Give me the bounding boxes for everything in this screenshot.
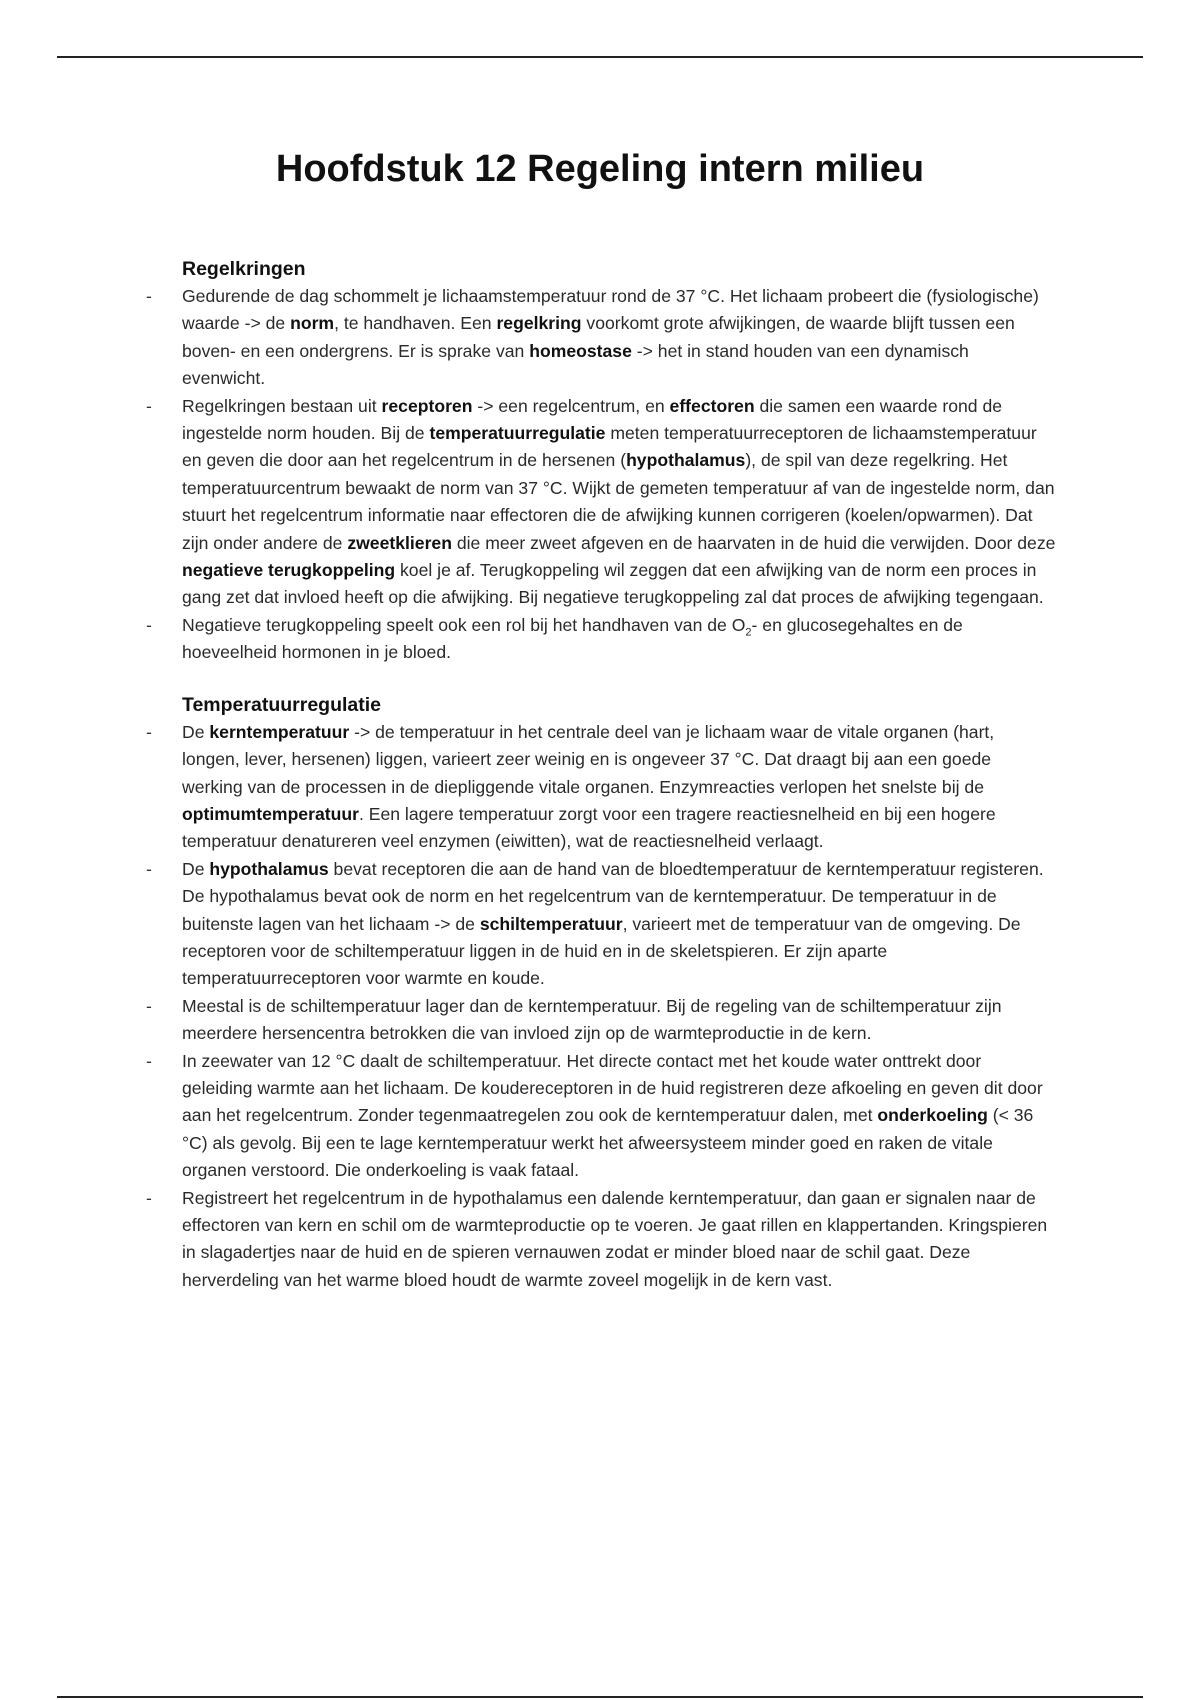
- text-run: De: [182, 858, 210, 879]
- section-heading: Temperatuurregulatie: [182, 693, 382, 716]
- text-run: - en glucosegehaltes en de hoeveelheid hormonen in je bloed.: [182, 614, 963, 663]
- key-term: temperatuurregulatie: [429, 423, 606, 444]
- bullet-dash: -: [146, 614, 152, 635]
- list-item: [146, 856, 1056, 993]
- bullet-dash: -: [146, 721, 152, 742]
- bullet-dash: -: [146, 286, 152, 306]
- text-run: -> de temperatuur in het centrale deel van je lichaam waar de vitale organen (hart, longen, lever, hersenen) liggen, varieert zeer weinig en is ongeveer 37 °C. Dat draagt bij aan een goede werking van de processen in de diepliggende vitale organen. Enzymreacties verlopen het snelste bij de: [182, 721, 995, 797]
- section-temperatuurregulatie: [146, 692, 1056, 1295]
- text-run: De: [182, 721, 210, 742]
- text-run: meten temperatuurreceptoren de lichaamstemperatuur en geven die door aan het regelcentrum in de hersenen (: [182, 423, 1037, 471]
- key-term: zweetklieren: [347, 532, 452, 553]
- key-term: hypothalamus: [209, 858, 329, 879]
- text-run: ), de spil van deze regelkring. Het temperatuurcentrum bewaakt de norm van 37 °C. Wijkt de gemeten temperatuur af van de ingestelde norm, dan stuurt het regelcentrum informatie naar effectoren die de afwijking kunnen corrigeren (koelen/opwarmen). Dat zijn onder andere de: [182, 450, 1055, 553]
- text-run: . Een lagere temperatuur zorgt voor een tragere reactiesnelheid en bij een hogere temperatuur denatureren veel enzymen (eiwitten), wat de reactiesnelheid verlaagt.: [182, 803, 996, 852]
- subscript: 2: [745, 626, 752, 639]
- bullet-dash: -: [146, 1050, 152, 1071]
- text-run: Negatieve terugkoppeling speelt ook een rol bij het handhaven van de O: [182, 614, 746, 635]
- list-item: [146, 1048, 1056, 1185]
- list-item: [146, 719, 1056, 856]
- text-run: die meer zweet afgeven en de haarvaten in de huid die verwijden. Door deze: [451, 532, 1056, 553]
- top-rule: [57, 56, 1143, 58]
- bullet-dash: -: [146, 1187, 152, 1208]
- bullet-dash: -: [146, 858, 152, 879]
- key-term: onderkoeling: [877, 1105, 988, 1126]
- list-item: [146, 1185, 1056, 1295]
- text-run: die samen een waarde rond de ingestelde norm houden. Bij de: [182, 395, 1003, 444]
- bullet-dash: -: [146, 995, 152, 1016]
- text-run: -> een regelcentrum, en: [472, 395, 670, 416]
- text-run: Regelkringen bestaan uit: [182, 395, 382, 416]
- key-term: kerntemperatuur: [209, 721, 350, 742]
- key-term: hypothalamus: [626, 450, 746, 471]
- text-run: -> het in stand houden van een dynamisch evenwicht.: [182, 340, 969, 389]
- list-item: [146, 612, 1056, 667]
- page-title: Hoofdstuk 12 Regeling intern milieu: [275, 148, 925, 190]
- key-term: schiltemperatuur: [479, 913, 623, 934]
- text-run: Registreert het regelcentrum in de hypothalamus een dalende kerntemperatuur, dan gaan er signalen naar de effectoren van kern en schil om de warmteproductie op te voeren. Je gaat rillen en klappertanden. Kringspieren in slagadertjes naar de huid en de spieren vernauwen zodat er minder bloed naar de schil gaat. Deze herverdeling van het warme bloed houdt de warmte zoveel mogelijk in de kern vast.: [182, 1187, 1048, 1290]
- key-term: norm: [290, 313, 335, 334]
- bullet-list: [146, 719, 1056, 1295]
- bottom-rule: [57, 1696, 1143, 1698]
- list-item: [146, 993, 1056, 1048]
- key-term: receptoren: [381, 395, 473, 416]
- text-run: voorkomt grote afwijkingen, de waarde blijft tussen een boven- en een ondergrens. Er is sprake van: [182, 313, 1015, 361]
- text-run: (< 36 °C) als gevolg. Bij een te lage kerntemperatuur werkt het afweersysteem minder goed en raken de vitale organen verstoord. Die onderkoeling is vaak fataal.: [182, 1105, 1034, 1181]
- section-heading: Regelkringen: [182, 258, 306, 280]
- text-run: koel je af. Terugkoppeling wil zeggen dat een afwijking van de norm een proces in gang zet dat invloed heeft op die afwijking. Bij negatieve terugkoppeling zal dat proces de afwijking tegengaan.: [182, 560, 1044, 608]
- bullet-dash: -: [146, 395, 152, 416]
- key-term: regelkring: [496, 313, 582, 334]
- document-body: [146, 256, 1056, 1294]
- text-run: Gedurende de dag schommelt je lichaamstemperatuur rond de 37 °C. Het lichaam probeert die (fysiologische) waarde -> de: [182, 286, 1039, 334]
- text-run: bevat receptoren die aan de hand van de bloedtemperatuur de kerntemperatuur registeren. De hypothalamus bevat ook de norm en het regelcentrum van de kerntemperatuur. De temperatuur in de buitenste lagen van het lichaam -> de: [182, 858, 1044, 934]
- key-term: optimumtemperatuur: [182, 803, 359, 824]
- text-run: , te handhaven. Een: [334, 313, 497, 334]
- list-item: [146, 393, 1056, 612]
- key-term: effectoren: [669, 395, 755, 416]
- text-run: Meestal is de schiltemperatuur lager dan de kerntemperatuur. Bij de regeling van de schiltemperatuur zijn meerdere hersencentra betrokken die van invloed zijn op de warmteproductie in de kern.: [182, 995, 1002, 1044]
- key-term: homeostase: [529, 340, 632, 361]
- text-run: , varieert met de temperatuur van de omgeving. De receptoren voor de schiltemperatuur liggen in de huid en in de skeletspieren. Er zijn aparte temperatuurreceptoren voor warmte en koude.: [182, 913, 1021, 989]
- section-regelkringen: [146, 256, 1056, 667]
- text-run: In zeewater van 12 °C daalt de schiltemperatuur. Het directe contact met het koude water onttrekt door geleiding warmte aan het lichaam. De koudereceptoren in de huid registreren deze afkoeling en geven dit door aan het regelcentrum. Zonder tegenmaatregelen zou ook de kerntemperatuur dalen, met: [182, 1050, 1043, 1126]
- list-item: [146, 283, 1056, 393]
- bullet-list: [146, 283, 1056, 667]
- key-term: negatieve terugkoppeling: [182, 560, 396, 581]
